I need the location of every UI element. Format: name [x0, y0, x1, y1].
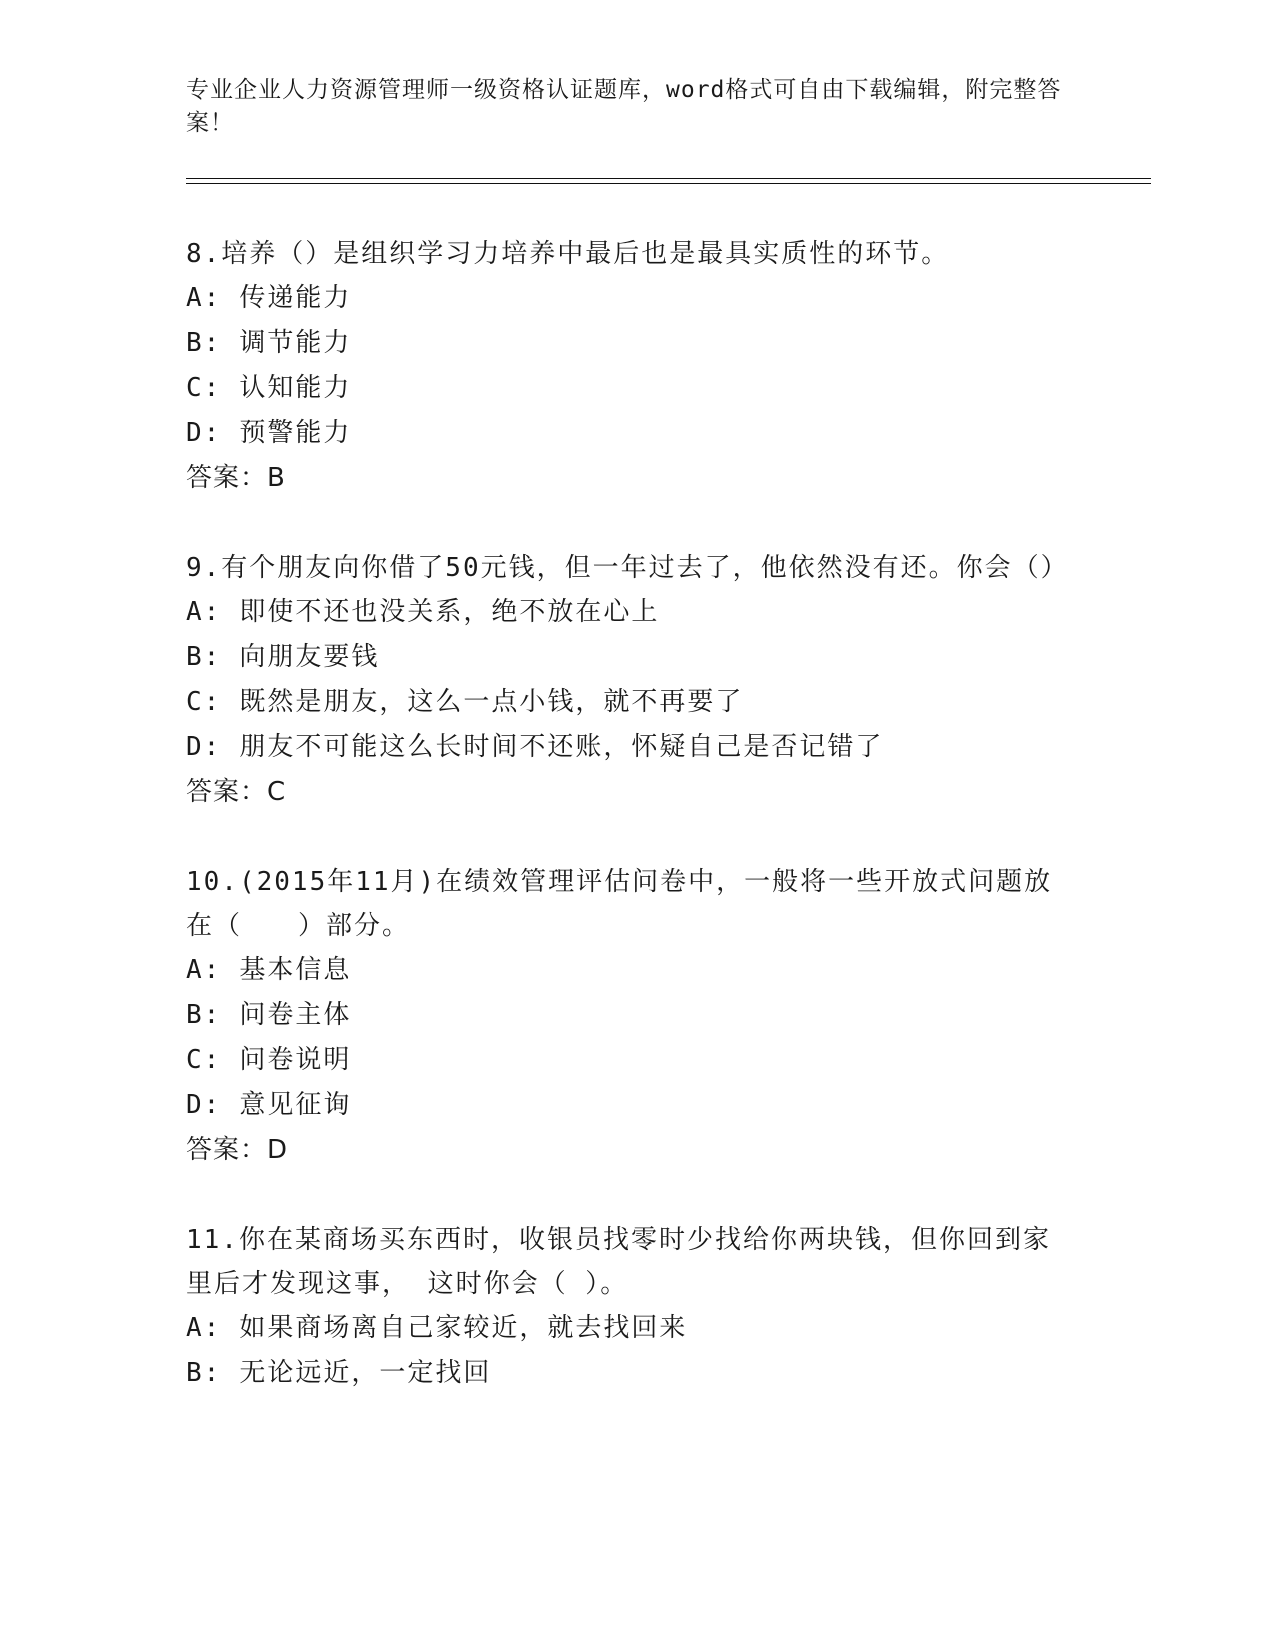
option-text: 问卷说明: [239, 1045, 352, 1075]
question-stem-part2: ）部分。: [298, 911, 411, 941]
option-b: [186, 1351, 1086, 1396]
option-key: A:: [186, 597, 222, 627]
spacer: [186, 501, 1086, 546]
option-b: [186, 635, 1086, 680]
option-key: B:: [186, 1358, 222, 1388]
option-text: 预警能力: [239, 418, 352, 448]
question-stem: 11.你在某商场买东西时，收银员找零时少找给你两块钱，但你回到家里后才发现这事， 这时你会（ ）。: [186, 1225, 1051, 1299]
option-key: B:: [186, 642, 222, 672]
option-b: [186, 321, 1086, 366]
question-stem-part1: 10.(2015年11月)在绩效管理评估问卷中，一般将一些开放式问题放在（: [186, 867, 1053, 941]
question-11: [186, 1218, 1086, 1396]
question-list: [186, 232, 1086, 1396]
option-key: B:: [186, 1000, 222, 1030]
option-key: D:: [186, 732, 222, 762]
option-key: C:: [186, 1045, 222, 1075]
answer-line: 答案：B: [186, 463, 286, 493]
option-key: C:: [186, 373, 222, 403]
document-header: 专业企业人力资源管理师一级资格认证题库，word格式可自由下载编辑，附完整答案！: [186, 77, 1062, 136]
option-text: 既然是朋友，这么一点小钱，就不再要了: [239, 687, 744, 717]
option-key: A:: [186, 955, 222, 985]
option-key: C:: [186, 687, 222, 717]
answer-line: 答案：D: [186, 1135, 289, 1165]
option-d: [186, 1083, 1086, 1128]
option-c: [186, 680, 1086, 725]
spacer: [186, 1173, 1086, 1218]
option-text: 认知能力: [239, 373, 352, 403]
option-text: 传递能力: [239, 283, 352, 313]
option-key: D:: [186, 1090, 222, 1120]
option-a: [186, 276, 1086, 321]
option-text: 意见征询: [239, 1090, 352, 1120]
option-a: [186, 1306, 1086, 1351]
option-text: 向朋友要钱: [239, 642, 380, 672]
option-text: 调节能力: [239, 328, 352, 358]
spacer: [186, 815, 1086, 860]
option-text: 如果商场离自己家较近，就去找回来: [239, 1313, 688, 1343]
option-d: [186, 411, 1086, 456]
question-stem: [186, 860, 1066, 948]
option-key: A:: [186, 283, 222, 313]
option-c: [186, 366, 1086, 411]
option-a: [186, 590, 1086, 635]
option-b: [186, 993, 1086, 1038]
option-text: 即使不还也没关系，绝不放在心上: [239, 597, 660, 627]
option-text: 基本信息: [239, 955, 352, 985]
header-divider-top: [186, 178, 1151, 179]
option-text: 朋友不可能这么长时间不还账，怀疑自己是否记错了: [239, 732, 884, 762]
option-d: [186, 725, 1086, 770]
option-text: 无论远近，一定找回: [239, 1358, 492, 1388]
option-a: [186, 948, 1086, 993]
question-10: [186, 860, 1086, 1173]
question-8: [186, 232, 1086, 501]
answer-line: 答案：C: [186, 777, 287, 807]
header-divider-bottom: [186, 183, 1151, 184]
question-9: [186, 546, 1086, 815]
option-key: B:: [186, 328, 222, 358]
option-key: D:: [186, 418, 222, 448]
question-stem: 8.培养（）是组织学习力培养中最后也是最具实质性的环节。: [186, 239, 950, 269]
option-text: 问卷主体: [239, 1000, 352, 1030]
option-key: A:: [186, 1313, 222, 1343]
option-c: [186, 1038, 1086, 1083]
question-stem: 9.有个朋友向你借了50元钱，但一年过去了，他依然没有还。你会（）: [186, 553, 1069, 583]
